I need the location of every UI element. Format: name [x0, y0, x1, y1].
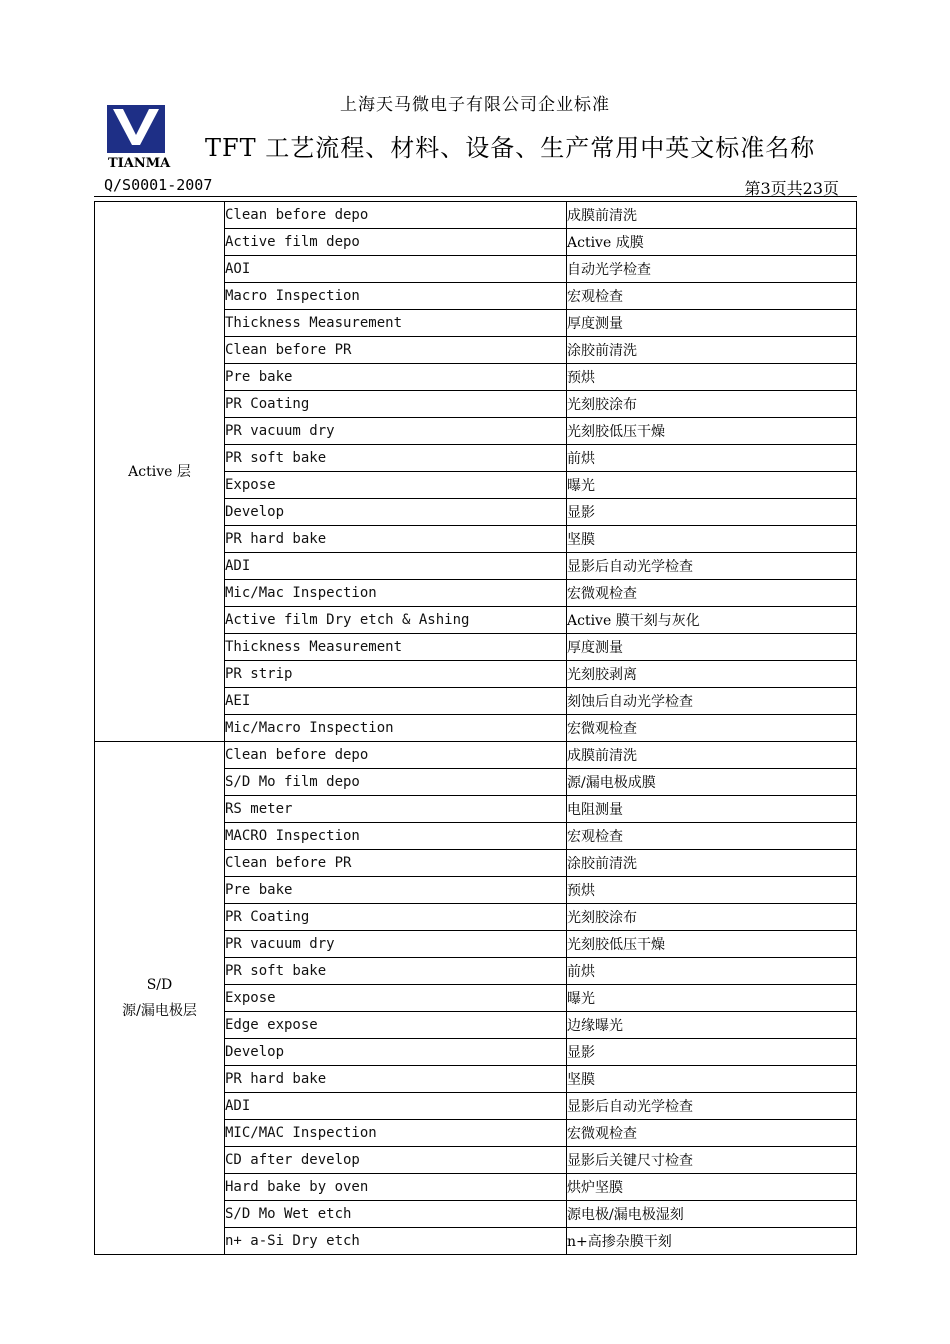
chinese-term: 显影后关键尺寸检查 [567, 1147, 857, 1174]
chinese-term: 坚膜 [567, 526, 857, 553]
logo-wordmark: TIANMA [108, 156, 171, 171]
chinese-term: Active 成膜 [567, 229, 857, 256]
english-term: PR Coating [225, 904, 567, 931]
english-term: ADI [225, 1093, 567, 1120]
document-title: TFT 工艺流程、材料、设备、生产常用中英文标准名称 [205, 134, 816, 162]
company-name: 上海天马微电子有限公司企业标准 [340, 95, 610, 115]
english-term: Clean before depo [225, 202, 567, 229]
english-term: ADI [225, 553, 567, 580]
chinese-term: 成膜前清洗 [567, 202, 857, 229]
english-term: PR hard bake [225, 1066, 567, 1093]
chinese-term: 前烘 [567, 958, 857, 985]
chinese-term: 自动光学检查 [567, 256, 857, 283]
terminology-table [94, 201, 857, 1255]
chinese-term: 显影后自动光学检查 [567, 553, 857, 580]
table-row [95, 202, 857, 229]
english-term: Macro Inspection [225, 283, 567, 310]
english-term: Active film Dry etch & Ashing [225, 607, 567, 634]
chinese-term: 宏观检查 [567, 283, 857, 310]
english-term: Develop [225, 499, 567, 526]
chinese-term: n+高掺杂膜干刻 [567, 1228, 857, 1255]
english-term: n+ a-Si Dry etch [225, 1228, 567, 1255]
english-term: PR soft bake [225, 958, 567, 985]
chinese-term: 刻蚀后自动光学检查 [567, 688, 857, 715]
terminology-table-body [95, 202, 857, 1255]
english-term: Pre bake [225, 877, 567, 904]
chinese-term: 涂胶前清洗 [567, 337, 857, 364]
chinese-term: 曝光 [567, 985, 857, 1012]
english-term: CD after develop [225, 1147, 567, 1174]
chinese-term: 宏微观检查 [567, 580, 857, 607]
chinese-term: 成膜前清洗 [567, 742, 857, 769]
category-label: Active 层 [128, 463, 191, 480]
english-term: S/D Mo film depo [225, 769, 567, 796]
english-term: PR hard bake [225, 526, 567, 553]
chinese-term: 显影 [567, 499, 857, 526]
english-term: Active film depo [225, 229, 567, 256]
english-term: RS meter [225, 796, 567, 823]
english-term: PR Coating [225, 391, 567, 418]
english-term: MIC/MAC Inspection [225, 1120, 567, 1147]
chinese-term: 涂胶前清洗 [567, 850, 857, 877]
english-term: MACRO Inspection [225, 823, 567, 850]
chinese-term: 厚度测量 [567, 310, 857, 337]
english-term: Clean before PR [225, 850, 567, 877]
english-term: Mic/Mac Inspection [225, 580, 567, 607]
english-term: Hard bake by oven [225, 1174, 567, 1201]
chinese-term: 厚度测量 [567, 634, 857, 661]
table-row [95, 742, 857, 769]
english-term: Pre bake [225, 364, 567, 391]
category-cell [95, 202, 225, 742]
chinese-term: 预烘 [567, 877, 857, 904]
english-term: Clean before depo [225, 742, 567, 769]
document-number: Q/S0001-2007 [104, 176, 213, 194]
english-term: Thickness Measurement [225, 310, 567, 337]
page-indicator: 第3页共23页 [744, 179, 839, 198]
chinese-term: 光刻胶涂布 [567, 391, 857, 418]
english-term: Mic/Macro Inspection [225, 715, 567, 742]
english-term: AEI [225, 688, 567, 715]
english-term: Thickness Measurement [225, 634, 567, 661]
chinese-term: 宏微观检查 [567, 1120, 857, 1147]
english-term: PR vacuum dry [225, 931, 567, 958]
chinese-term: 光刻胶低压干燥 [567, 418, 857, 445]
chinese-term: 曝光 [567, 472, 857, 499]
chinese-term: 前烘 [567, 445, 857, 472]
chinese-term: Active 膜干刻与灰化 [567, 607, 857, 634]
english-term: PR vacuum dry [225, 418, 567, 445]
english-term: PR soft bake [225, 445, 567, 472]
chinese-term: 显影后自动光学检查 [567, 1093, 857, 1120]
category-label: 源/漏电极层 [122, 1003, 197, 1019]
header-divider [94, 196, 857, 197]
english-term: Expose [225, 472, 567, 499]
english-term: Expose [225, 985, 567, 1012]
category-label: S/D [146, 977, 173, 993]
chinese-term: 光刻胶涂布 [567, 904, 857, 931]
chinese-term: 源/漏电极成膜 [567, 769, 857, 796]
category-cell [95, 742, 225, 1255]
chinese-term: 宏观检查 [567, 823, 857, 850]
chinese-term: 宏微观检查 [567, 715, 857, 742]
chinese-term: 源电极/漏电极湿刻 [567, 1201, 857, 1228]
chinese-term: 电阻测量 [567, 796, 857, 823]
english-term: Clean before PR [225, 337, 567, 364]
english-term: AOI [225, 256, 567, 283]
chinese-term: 光刻胶低压干燥 [567, 931, 857, 958]
chinese-term: 边缘曝光 [567, 1012, 857, 1039]
english-term: Edge expose [225, 1012, 567, 1039]
chinese-term: 光刻胶剥离 [567, 661, 857, 688]
english-term: PR strip [225, 661, 567, 688]
chinese-term: 显影 [567, 1039, 857, 1066]
chinese-term: 烘炉坚膜 [567, 1174, 857, 1201]
english-term: Develop [225, 1039, 567, 1066]
chinese-term: 坚膜 [567, 1066, 857, 1093]
chinese-term: 预烘 [567, 364, 857, 391]
english-term: S/D Mo Wet etch [225, 1201, 567, 1228]
